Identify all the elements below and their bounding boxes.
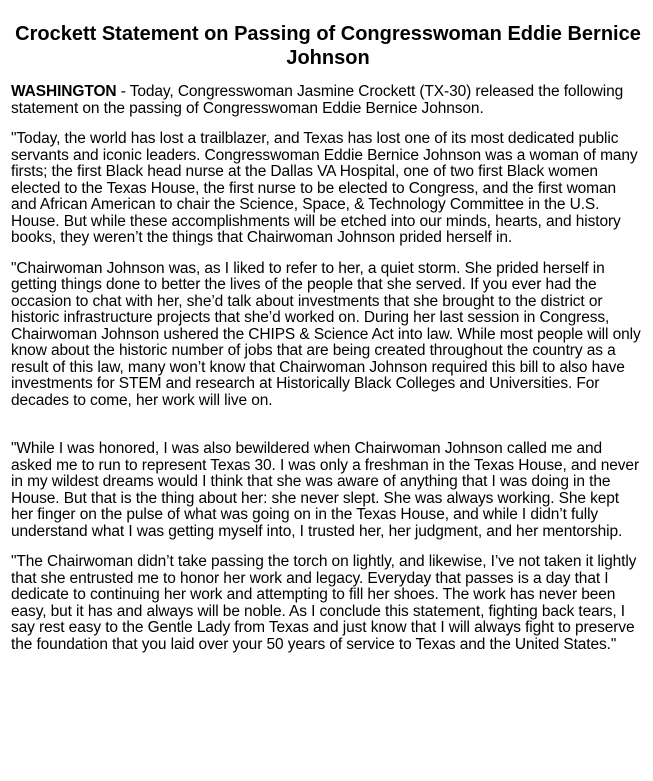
lead-paragraph bbox=[11, 84, 645, 117]
dateline: WASHINGTON bbox=[11, 83, 117, 100]
statement-paragraph-1: "Today, the world has lost a trailblazer, and Texas has lost one of its most dedicated public servants and iconic leaders. Congresswoman Eddie Bernice Johnson was a woman of many firsts; the first Black head nurse at the Dallas VA Hospital, one of two first Black women elected to the Texas House, the first nurse to be elected to Congress, and the first woman and African American to chair the Science, Space, & Technology Committee in the U.S. House. But while these accomplishments will be etched into our minds, hearts, and history books, they weren’t the things that Chairwoman Johnson prided herself in. bbox=[11, 130, 638, 246]
lead-text: - Today, Congresswoman Jasmine Crockett (TX-30) released the following statement on the passing of Congresswoman Eddie Bernice Johnson. bbox=[11, 83, 624, 117]
statement-paragraph-4: "The Chairwoman didn’t take passing the torch on lightly, and likewise, I’ve not taken it lightly that she entrusted me to honor her work and legacy. Everyday that passes is a day that I dedicate to continuing her work and attempting to fill her shoes. The work has never been easy, but it has and always will be noble. As I conclude this statement, fighting back tears, I say rest easy to the Gentle Lady from Texas and just know that I will always fight to preserve the foundation that you laid over your 50 years of service to Texas and the United States." bbox=[11, 553, 637, 653]
statement-paragraph-2: "Chairwoman Johnson was, as I liked to refer to her, a quiet storm. She prided herself in getting things done to better the lives of the people that she served. If you ever had the occasion to chat with her, she’d talk about investments that she brought to the district or historic infrastructure projects that she’d worked on. During her last session in Congress, Chairwoman Johnson ushered the CHIPS & Science Act into law. While most people will only know about the historic number of jobs that are being created throughout the country as a result of this law, many won’t know that Chairwoman Johnson required this bill to also have investments for STEM and research at Historically Black Colleges and Universities. For decades to come, her work will live on. bbox=[11, 259, 641, 409]
page-title: Crockett Statement on Passing of Congresswoman Eddie Bernice Johnson bbox=[15, 23, 641, 69]
statement-paragraph-3: "While I was honored, I was also bewildered when Chairwoman Johnson called me and asked me to run to represent Texas 30. I was only a freshman in the Texas House, and never in my wildest dreams would I think that she was aware of anything that I was doing in the House. But that is the thing about her: she never slept. She was always working. She kept her finger on the pulse of what was going on in the Texas House, and while I didn’t fully understand what I was getting myself into, I trusted her, her judgment, and her mentorship. bbox=[11, 440, 640, 540]
